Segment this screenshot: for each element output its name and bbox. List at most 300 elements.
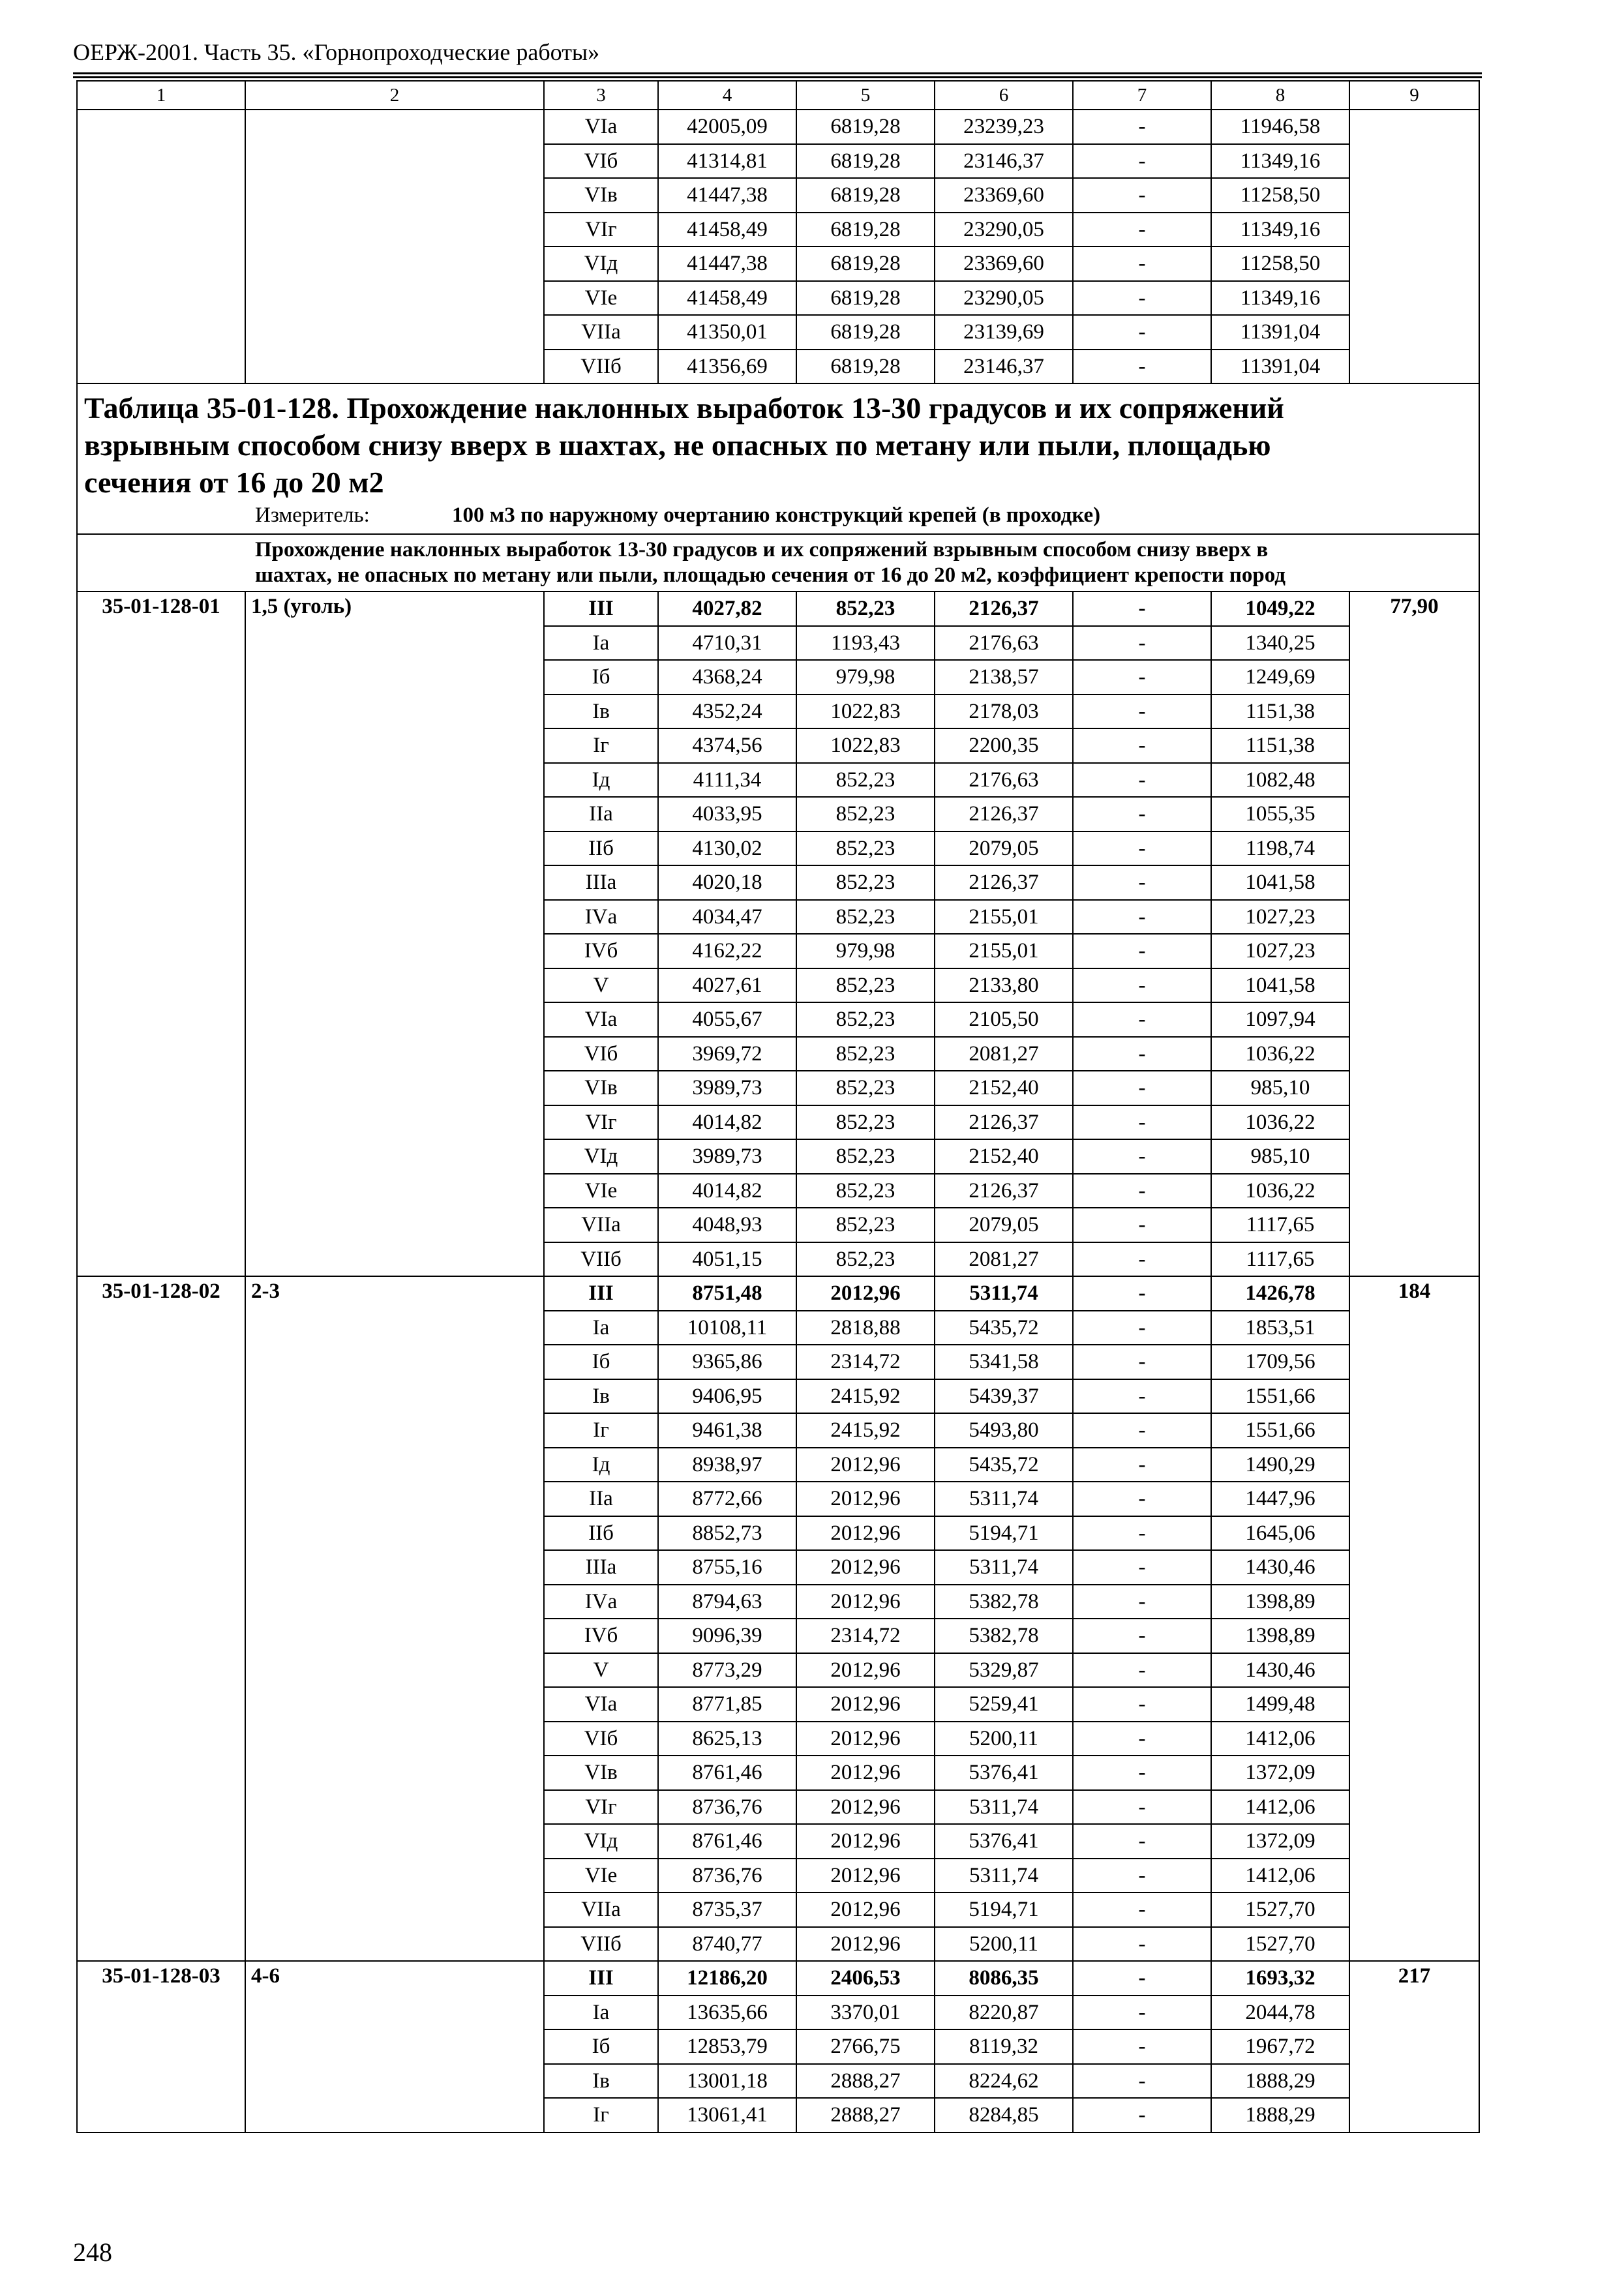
wage-cell: 1193,43: [796, 626, 935, 661]
materials-cost-cell: 1049,22: [1211, 591, 1349, 626]
driver-wage-cell: -: [1073, 1242, 1211, 1277]
total-cost-cell: 8736,76: [658, 1790, 796, 1825]
materials-cost-cell: 1372,09: [1211, 1824, 1349, 1859]
table-title-cell: [77, 383, 1479, 534]
driver-wage-cell: -: [1073, 1516, 1211, 1551]
wage-cell: 2888,27: [796, 2064, 935, 2099]
total-cost-cell: 41458,49: [658, 213, 796, 247]
machine-cost-cell: 23369,60: [935, 247, 1073, 281]
driver-wage-cell: -: [1073, 315, 1211, 350]
machine-cost-cell: 2081,27: [935, 1037, 1073, 1071]
total-cost-cell: 4027,61: [658, 968, 796, 1003]
driver-wage-cell: -: [1073, 1619, 1211, 1653]
machine-cost-cell: 5311,74: [935, 1550, 1073, 1585]
total-cost-cell: 4368,24: [658, 660, 796, 695]
wage-cell: 6819,28: [796, 281, 935, 316]
wage-cell: 1022,83: [796, 728, 935, 763]
measure-value: 100 м3 по наружному очертанию конструкций крепей (в проходке): [452, 503, 1101, 527]
driver-wage-cell: -: [1073, 1961, 1211, 1996]
materials-cost-cell: 11946,58: [1211, 110, 1349, 144]
wage-cell: 2012,96: [796, 1756, 935, 1790]
machine-cost-cell: 8220,87: [935, 1996, 1073, 2030]
materials-cost-cell: 1426,78: [1211, 1276, 1349, 1311]
variant-cell: VIб: [544, 1722, 658, 1756]
wage-cell: 2012,96: [796, 1893, 935, 1927]
variant-cell: V: [544, 968, 658, 1003]
wage-cell: 2012,96: [796, 1448, 935, 1482]
materials-cost-cell: 11258,50: [1211, 247, 1349, 281]
rates-table-body: [77, 81, 1479, 2132]
machine-cost-cell: 8284,85: [935, 2098, 1073, 2132]
variant-cell: VIа: [544, 1002, 658, 1037]
driver-wage-cell: -: [1073, 728, 1211, 763]
total-cost-cell: 9096,39: [658, 1619, 796, 1653]
wage-cell: 852,23: [796, 1105, 935, 1140]
variant-cell: Iв: [544, 2064, 658, 2099]
variant-cell: Iб: [544, 660, 658, 695]
materials-cost-cell: 1027,23: [1211, 934, 1349, 968]
page-number: 248: [73, 2237, 112, 2267]
driver-wage-cell: -: [1073, 281, 1211, 316]
machine-cost-cell: 5311,74: [935, 1859, 1073, 1893]
column-number-cell: 5: [796, 81, 935, 110]
variant-cell: Iа: [544, 1311, 658, 1345]
driver-wage-cell: -: [1073, 1002, 1211, 1037]
machine-cost-cell: 23290,05: [935, 281, 1073, 316]
total-cost-cell: 8755,16: [658, 1550, 796, 1585]
wage-cell: 2818,88: [796, 1311, 935, 1345]
wage-cell: 2415,92: [796, 1413, 935, 1448]
machine-cost-cell: 5200,11: [935, 1722, 1073, 1756]
total-cost-cell: 41447,38: [658, 247, 796, 281]
machine-cost-cell: 5311,74: [935, 1276, 1073, 1311]
total-cost-cell: 4710,31: [658, 626, 796, 661]
machine-cost-cell: 2176,63: [935, 763, 1073, 798]
wage-cell: 852,23: [796, 1071, 935, 1105]
materials-cost-cell: 1082,48: [1211, 763, 1349, 798]
materials-cost-cell: 1117,65: [1211, 1242, 1349, 1277]
driver-wage-cell: -: [1073, 1345, 1211, 1379]
wage-cell: 6819,28: [796, 110, 935, 144]
driver-wage-cell: -: [1073, 1482, 1211, 1516]
table-title-row: [77, 383, 1479, 534]
rates-table: [76, 80, 1480, 2133]
machine-cost-cell: 23146,37: [935, 350, 1073, 384]
machine-cost-cell: 2152,40: [935, 1139, 1073, 1174]
variant-cell: VIд: [544, 1139, 658, 1174]
machine-cost-cell: 5329,87: [935, 1653, 1073, 1688]
wage-cell: 852,23: [796, 968, 935, 1003]
materials-cost-cell: 1853,51: [1211, 1311, 1349, 1345]
wage-cell: 6819,28: [796, 178, 935, 213]
materials-cost-cell: 1036,22: [1211, 1037, 1349, 1071]
materials-cost-cell: 1527,70: [1211, 1893, 1349, 1927]
variant-cell: IIIа: [544, 1550, 658, 1585]
driver-wage-cell: -: [1073, 2064, 1211, 2099]
driver-wage-cell: -: [1073, 591, 1211, 626]
driver-wage-cell: -: [1073, 626, 1211, 661]
machine-cost-cell: 5311,74: [935, 1482, 1073, 1516]
driver-wage-cell: -: [1073, 1585, 1211, 1619]
total-cost-cell: 12853,79: [658, 2029, 796, 2064]
variant-cell: Iа: [544, 626, 658, 661]
variant-cell: VIIа: [544, 1893, 658, 1927]
materials-cost-cell: 1888,29: [1211, 2064, 1349, 2099]
wage-cell: 2012,96: [796, 1550, 935, 1585]
materials-cost-cell: 1412,06: [1211, 1790, 1349, 1825]
total-cost-cell: 8938,97: [658, 1448, 796, 1482]
total-cost-cell: 8761,46: [658, 1756, 796, 1790]
machine-cost-cell: 2155,01: [935, 900, 1073, 935]
materials-cost-cell: 1249,69: [1211, 660, 1349, 695]
wage-cell: 2888,27: [796, 2098, 935, 2132]
materials-cost-cell: 985,10: [1211, 1071, 1349, 1105]
column-number-row: [77, 81, 1479, 110]
col9-cell: 217: [1349, 1961, 1479, 2132]
header-rule: [73, 72, 1482, 74]
materials-cost-cell: 2044,78: [1211, 1996, 1349, 2030]
total-cost-cell: 3989,73: [658, 1139, 796, 1174]
total-cost-cell: 13061,41: [658, 2098, 796, 2132]
materials-cost-cell: 1551,66: [1211, 1379, 1349, 1414]
variant-cell: IVб: [544, 934, 658, 968]
column-number-cell: 4: [658, 81, 796, 110]
total-cost-cell: 8761,46: [658, 1824, 796, 1859]
wage-cell: 852,23: [796, 797, 935, 831]
machine-cost-cell: 5435,72: [935, 1448, 1073, 1482]
driver-wage-cell: -: [1073, 213, 1211, 247]
variant-cell: VIв: [544, 1071, 658, 1105]
total-cost-cell: 41350,01: [658, 315, 796, 350]
machine-cost-cell: 5382,78: [935, 1619, 1073, 1653]
total-cost-cell: 8772,66: [658, 1482, 796, 1516]
driver-wage-cell: -: [1073, 797, 1211, 831]
driver-wage-cell: -: [1073, 1139, 1211, 1174]
driver-wage-cell: -: [1073, 1893, 1211, 1927]
driver-wage-cell: -: [1073, 178, 1211, 213]
total-cost-cell: 4034,47: [658, 900, 796, 935]
total-cost-cell: 8773,29: [658, 1653, 796, 1688]
machine-cost-cell: 2126,37: [935, 797, 1073, 831]
total-cost-cell: 42005,09: [658, 110, 796, 144]
wage-cell: 852,23: [796, 763, 935, 798]
code-cell: 35-01-128-01: [77, 591, 245, 1276]
column-number-cell: 7: [1073, 81, 1211, 110]
variant-cell: VIе: [544, 1859, 658, 1893]
machine-cost-cell: 2178,03: [935, 695, 1073, 729]
total-cost-cell: 3969,72: [658, 1037, 796, 1071]
column-number-cell: 8: [1211, 81, 1349, 110]
variant-cell: IVа: [544, 1585, 658, 1619]
total-cost-cell: 4162,22: [658, 934, 796, 968]
driver-wage-cell: -: [1073, 1174, 1211, 1208]
driver-wage-cell: -: [1073, 900, 1211, 935]
variant-cell: Iб: [544, 2029, 658, 2064]
wage-cell: 2012,96: [796, 1585, 935, 1619]
wage-cell: 2012,96: [796, 1927, 935, 1962]
machine-cost-cell: 2200,35: [935, 728, 1073, 763]
driver-wage-cell: -: [1073, 1379, 1211, 1414]
col9-cell: 77,90: [1349, 591, 1479, 1276]
column-number-cell: 1: [77, 81, 245, 110]
driver-wage-cell: -: [1073, 1824, 1211, 1859]
materials-cost-cell: 1036,22: [1211, 1105, 1349, 1140]
variant-cell: VIе: [544, 281, 658, 316]
total-cost-cell: 12186,20: [658, 1961, 796, 1996]
machine-cost-cell: 2126,37: [935, 1105, 1073, 1140]
wage-cell: 852,23: [796, 591, 935, 626]
variant-cell: III: [544, 1961, 658, 1996]
materials-cost-cell: 1430,46: [1211, 1550, 1349, 1585]
machine-cost-cell: 2152,40: [935, 1071, 1073, 1105]
strength-cell: [245, 110, 544, 383]
variant-cell: VIе: [544, 1174, 658, 1208]
materials-cost-cell: 1151,38: [1211, 695, 1349, 729]
total-cost-cell: 8625,13: [658, 1722, 796, 1756]
machine-cost-cell: 5341,58: [935, 1345, 1073, 1379]
materials-cost-cell: 1097,94: [1211, 1002, 1349, 1037]
variant-cell: IIIа: [544, 865, 658, 900]
column-number-cell: 3: [544, 81, 658, 110]
driver-wage-cell: -: [1073, 1687, 1211, 1722]
total-cost-cell: 4033,95: [658, 797, 796, 831]
driver-wage-cell: -: [1073, 1722, 1211, 1756]
code-cell: 35-01-128-02: [77, 1276, 245, 1961]
variant-cell: IVб: [544, 1619, 658, 1653]
variant-cell: Iв: [544, 695, 658, 729]
materials-cost-cell: 1412,06: [1211, 1859, 1349, 1893]
variant-cell: Iд: [544, 1448, 658, 1482]
driver-wage-cell: -: [1073, 144, 1211, 179]
variant-cell: VIд: [544, 247, 658, 281]
wage-cell: 2012,96: [796, 1859, 935, 1893]
total-cost-cell: 8852,73: [658, 1516, 796, 1551]
driver-wage-cell: -: [1073, 1071, 1211, 1105]
variant-cell: III: [544, 1276, 658, 1311]
materials-cost-cell: 1527,70: [1211, 1927, 1349, 1962]
driver-wage-cell: -: [1073, 350, 1211, 384]
variant-cell: VIIб: [544, 1242, 658, 1277]
total-cost-cell: 13001,18: [658, 2064, 796, 2099]
materials-cost-cell: 1447,96: [1211, 1482, 1349, 1516]
wage-cell: 6819,28: [796, 213, 935, 247]
driver-wage-cell: -: [1073, 1413, 1211, 1448]
materials-cost-cell: 11391,04: [1211, 350, 1349, 384]
variant-cell: VIг: [544, 1790, 658, 1825]
driver-wage-cell: -: [1073, 831, 1211, 866]
machine-cost-cell: 5200,11: [935, 1927, 1073, 1962]
total-cost-cell: 4014,82: [658, 1105, 796, 1140]
total-cost-cell: 4020,18: [658, 865, 796, 900]
column-number-cell: 2: [245, 81, 544, 110]
total-cost-cell: 4051,15: [658, 1242, 796, 1277]
machine-cost-cell: 23239,23: [935, 110, 1073, 144]
total-cost-cell: 8736,76: [658, 1859, 796, 1893]
materials-cost-cell: 1398,89: [1211, 1585, 1349, 1619]
driver-wage-cell: -: [1073, 1756, 1211, 1790]
driver-wage-cell: -: [1073, 2029, 1211, 2064]
strength-cell: 1,5 (уголь): [245, 591, 544, 1276]
wage-cell: 852,23: [796, 1174, 935, 1208]
machine-cost-cell: 2126,37: [935, 1174, 1073, 1208]
driver-wage-cell: -: [1073, 110, 1211, 144]
wage-cell: 6819,28: [796, 247, 935, 281]
materials-cost-cell: 1967,72: [1211, 2029, 1349, 2064]
driver-wage-cell: -: [1073, 1448, 1211, 1482]
variant-cell: Iг: [544, 728, 658, 763]
machine-cost-cell: 5493,80: [935, 1413, 1073, 1448]
variant-cell: VIа: [544, 1687, 658, 1722]
total-cost-cell: 4374,56: [658, 728, 796, 763]
wage-cell: 2012,96: [796, 1482, 935, 1516]
total-cost-cell: 3989,73: [658, 1071, 796, 1105]
variant-cell: VIд: [544, 1824, 658, 1859]
page-header: ОЕРЖ-2001. Часть 35. «Горнопроходческие работы»: [73, 39, 600, 65]
total-cost-cell: 8740,77: [658, 1927, 796, 1962]
machine-cost-cell: 2126,37: [935, 865, 1073, 900]
variant-cell: III: [544, 591, 658, 626]
machine-cost-cell: 23369,60: [935, 178, 1073, 213]
materials-cost-cell: 11258,50: [1211, 178, 1349, 213]
machine-cost-cell: 2138,57: [935, 660, 1073, 695]
machine-cost-cell: 8086,35: [935, 1961, 1073, 1996]
materials-cost-cell: 1055,35: [1211, 797, 1349, 831]
machine-cost-cell: 2081,27: [935, 1242, 1073, 1277]
wage-cell: 979,98: [796, 660, 935, 695]
code-cell: [77, 110, 245, 383]
materials-cost-cell: 1340,25: [1211, 626, 1349, 661]
wage-cell: 852,23: [796, 1242, 935, 1277]
materials-cost-cell: 1041,58: [1211, 865, 1349, 900]
variant-cell: Iа: [544, 1996, 658, 2030]
wage-cell: 852,23: [796, 1037, 935, 1071]
total-cost-cell: 4048,93: [658, 1208, 796, 1242]
machine-cost-cell: 5259,41: [935, 1687, 1073, 1722]
table-row: [77, 591, 1479, 626]
wage-cell: 2406,53: [796, 1961, 935, 1996]
total-cost-cell: 8735,37: [658, 1893, 796, 1927]
table-title: сечения от 16 до 20 м2: [84, 466, 384, 499]
materials-cost-cell: 11349,16: [1211, 213, 1349, 247]
total-cost-cell: 4027,82: [658, 591, 796, 626]
description-line: Прохождение наклонных выработок 13-30 градусов и их сопряжений взрывным способом снизу вверх в: [255, 538, 1269, 561]
variant-cell: V: [544, 1653, 658, 1688]
driver-wage-cell: -: [1073, 1859, 1211, 1893]
wage-cell: 852,23: [796, 1208, 935, 1242]
measure-label: Измеритель:: [255, 503, 370, 527]
wage-cell: 2766,75: [796, 2029, 935, 2064]
wage-cell: 979,98: [796, 934, 935, 968]
total-cost-cell: 4014,82: [658, 1174, 796, 1208]
table-title: взрывным способом снизу вверх в шахтах, не опасных по метану или пыли, площадью: [84, 428, 1271, 462]
materials-cost-cell: 11349,16: [1211, 144, 1349, 179]
machine-cost-cell: 5376,41: [935, 1824, 1073, 1859]
materials-cost-cell: 1430,46: [1211, 1653, 1349, 1688]
materials-cost-cell: 1551,66: [1211, 1413, 1349, 1448]
machine-cost-cell: 5435,72: [935, 1311, 1073, 1345]
wage-cell: 2012,96: [796, 1276, 935, 1311]
variant-cell: Iг: [544, 1413, 658, 1448]
variant-cell: VIб: [544, 1037, 658, 1071]
total-cost-cell: 9461,38: [658, 1413, 796, 1448]
machine-cost-cell: 8119,32: [935, 2029, 1073, 2064]
materials-cost-cell: 1490,29: [1211, 1448, 1349, 1482]
driver-wage-cell: -: [1073, 1996, 1211, 2030]
variant-cell: VIг: [544, 1105, 658, 1140]
materials-cost-cell: 1693,32: [1211, 1961, 1349, 1996]
total-cost-cell: 13635,66: [658, 1996, 796, 2030]
variant-cell: VIв: [544, 178, 658, 213]
materials-cost-cell: 1412,06: [1211, 1722, 1349, 1756]
wage-cell: 2012,96: [796, 1516, 935, 1551]
machine-cost-cell: 2155,01: [935, 934, 1073, 968]
description-row: [77, 534, 1479, 591]
strength-cell: 4-6: [245, 1961, 544, 2132]
driver-wage-cell: -: [1073, 1037, 1211, 1071]
col9-cell: 184: [1349, 1276, 1479, 1961]
driver-wage-cell: -: [1073, 1311, 1211, 1345]
driver-wage-cell: -: [1073, 1927, 1211, 1962]
wage-cell: 2012,96: [796, 1722, 935, 1756]
variant-cell: VIб: [544, 144, 658, 179]
machine-cost-cell: 2079,05: [935, 831, 1073, 866]
driver-wage-cell: -: [1073, 865, 1211, 900]
wage-cell: 852,23: [796, 831, 935, 866]
wage-cell: 852,23: [796, 1139, 935, 1174]
machine-cost-cell: 8224,62: [935, 2064, 1073, 2099]
driver-wage-cell: -: [1073, 763, 1211, 798]
wage-cell: 2012,96: [796, 1790, 935, 1825]
total-cost-cell: 41458,49: [658, 281, 796, 316]
machine-cost-cell: 2079,05: [935, 1208, 1073, 1242]
materials-cost-cell: 1027,23: [1211, 900, 1349, 935]
materials-cost-cell: 1888,29: [1211, 2098, 1349, 2132]
variant-cell: IIб: [544, 1516, 658, 1551]
driver-wage-cell: -: [1073, 1208, 1211, 1242]
total-cost-cell: 8771,85: [658, 1687, 796, 1722]
variant-cell: VIг: [544, 213, 658, 247]
wage-cell: 3370,01: [796, 1996, 935, 2030]
wage-cell: 6819,28: [796, 144, 935, 179]
description-line: шахтах, не опасных по метану или пыли, площадью сечения от 16 до 20 м2, коэффициент крепости пород: [255, 563, 1286, 587]
wage-cell: 2012,96: [796, 1653, 935, 1688]
wage-cell: 852,23: [796, 900, 935, 935]
materials-cost-cell: 1372,09: [1211, 1756, 1349, 1790]
total-cost-cell: 41356,69: [658, 350, 796, 384]
table-row: [77, 110, 1479, 144]
machine-cost-cell: 5439,37: [935, 1379, 1073, 1414]
materials-cost-cell: 11391,04: [1211, 315, 1349, 350]
machine-cost-cell: 23139,69: [935, 315, 1073, 350]
machine-cost-cell: 2105,50: [935, 1002, 1073, 1037]
total-cost-cell: 10108,11: [658, 1311, 796, 1345]
description-cell: [77, 534, 1479, 591]
machine-cost-cell: 5194,71: [935, 1893, 1073, 1927]
variant-cell: VIв: [544, 1756, 658, 1790]
variant-cell: IIа: [544, 1482, 658, 1516]
materials-cost-cell: 985,10: [1211, 1139, 1349, 1174]
wage-cell: 852,23: [796, 1002, 935, 1037]
materials-cost-cell: 1198,74: [1211, 831, 1349, 866]
variant-cell: VIIб: [544, 1927, 658, 1962]
machine-cost-cell: 2126,37: [935, 591, 1073, 626]
wage-cell: 6819,28: [796, 350, 935, 384]
total-cost-cell: 41447,38: [658, 178, 796, 213]
measure-line: [84, 502, 1472, 528]
machine-cost-cell: 2133,80: [935, 968, 1073, 1003]
materials-cost-cell: 1041,58: [1211, 968, 1349, 1003]
variant-cell: Iг: [544, 2098, 658, 2132]
